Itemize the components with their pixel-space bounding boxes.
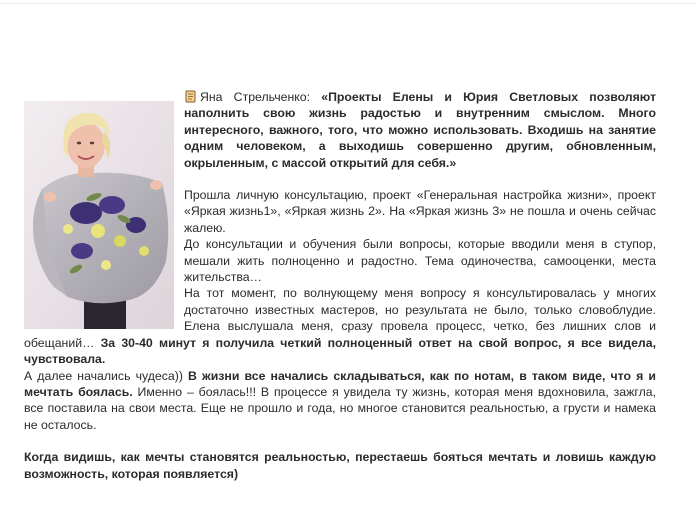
miracles-end: Именно – боялась!!! В процессе я увидела ту жизнь, которая меня вдохновила, зажгла, все поставила на свои места. Еще не прошло и года, но многое становится реальностью, а грусти и намека не осталось. xyxy=(24,384,656,432)
scroll-icon xyxy=(184,90,197,103)
author-photo xyxy=(24,101,174,329)
closing-text: Когда видишь, как мечты становятся реальностью, перестаешь бояться мечтать и ловишь каждую возможность, которая появляется) xyxy=(24,450,656,481)
consultation-result: За 30-40 минут я получила четкий полноценный ответ на свой вопрос, я все видела, чувствовала. xyxy=(24,335,656,367)
paragraph-before: До консультации и обучения были вопросы, которые вводили меня в ступор, мешали жить полноценно и радостно. Тема одиночества, самооценки, места жительства… xyxy=(184,237,656,285)
miracles-start: А далее начались чудеса)) xyxy=(24,368,189,383)
testimonial-quote: «Проекты Елены и Юрия Светловых позволяют наполнить свою жизнь радостью и внутренним смыслом. Много интересного, важного, того, что можно использовать. Входишь на занятие одним человеком, а выходишь совершенно другим, обновленным, окрыленным, с массой открытий для себя.» xyxy=(184,90,657,170)
miracles-highlight: В жизни все начались складываться, как по нотам, в таком виде, что я и мечтать боялась. xyxy=(24,368,656,399)
top-divider xyxy=(0,3,696,4)
paragraph-projects: Прошла личную консультацию, проект «Генеральная настройка жизни», проект «Яркая жизнь1», «Яркая жизнь 2». На «Яркая жизнь 3» не пошла и очень сейчас жалею. xyxy=(184,188,656,235)
paragraph-miracles xyxy=(24,368,656,434)
consultation-text: На тот момент, по волнующему меня вопросу я консультировалась у многих достаточно известных мастеров, но результата не было, только словоблудие. Елена выслушала меня, сразу провела процесс, четко, без лишних слов и обещаний… xyxy=(24,286,656,350)
author-photo-image xyxy=(24,101,174,329)
testimonial-article xyxy=(24,89,656,482)
author-name: Яна Стрельченко: xyxy=(200,90,311,104)
closing-statement xyxy=(24,449,656,482)
